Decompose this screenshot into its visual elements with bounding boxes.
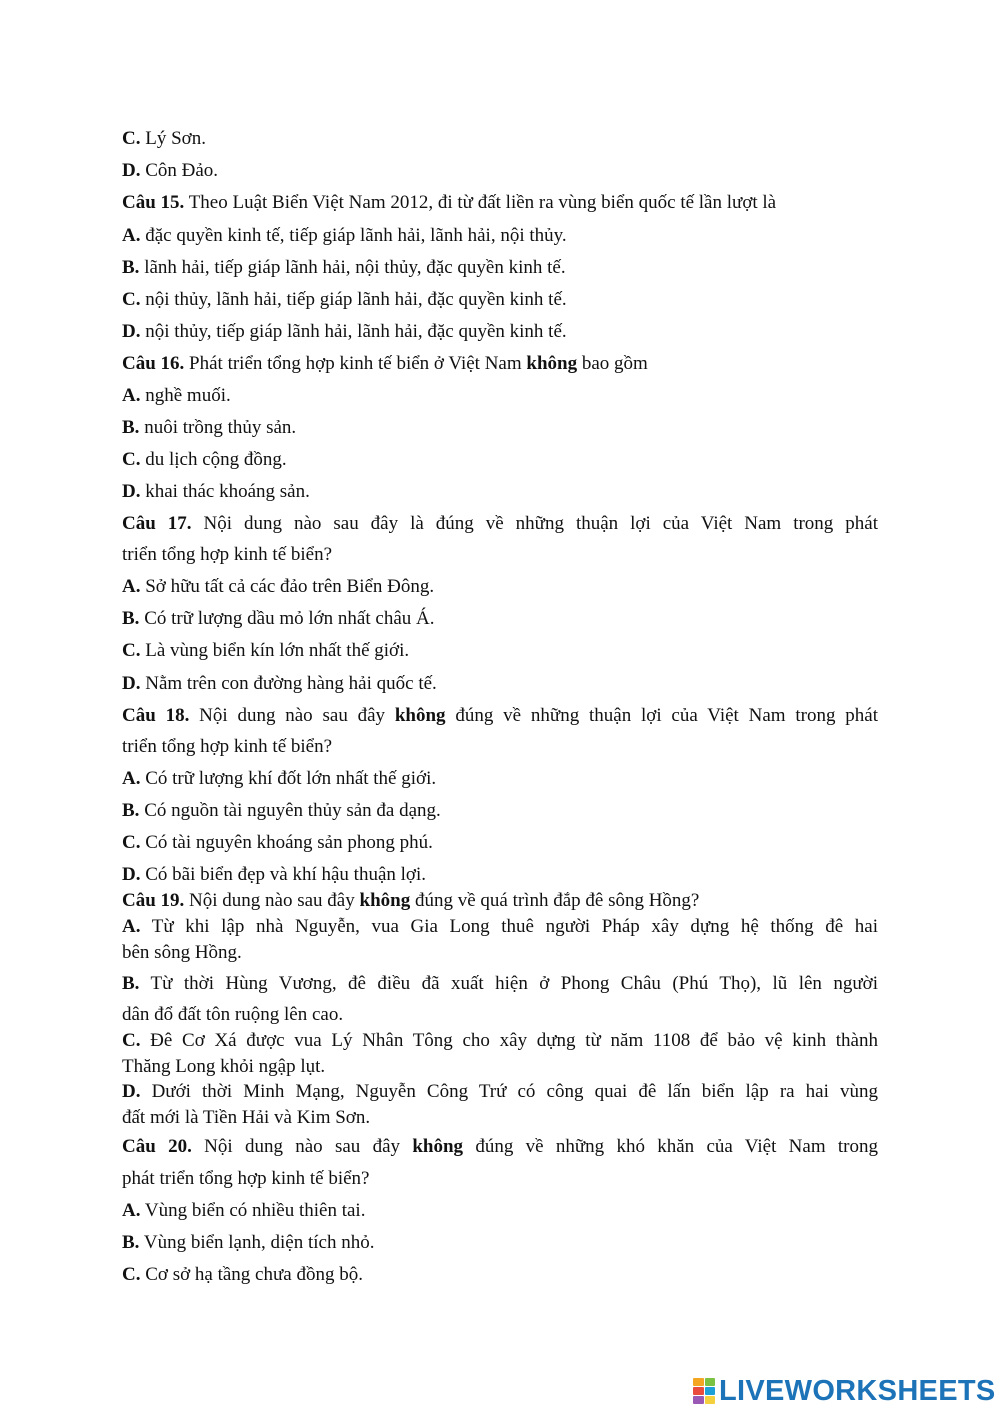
item-label: B. bbox=[122, 1232, 140, 1253]
item-text: Lý Sơn. bbox=[140, 128, 206, 149]
item-text: phát triển tổng hợp kinh tế biển? bbox=[122, 1168, 370, 1189]
item-label: C. bbox=[122, 640, 141, 661]
item-label: A. bbox=[122, 1200, 141, 1221]
item-text: Theo Luật Biển Việt Nam 2012, đi từ đất liền ra vùng biển quốc tế lần lượt là bbox=[184, 192, 777, 213]
answer-option bbox=[122, 799, 441, 823]
text-line bbox=[122, 941, 242, 965]
liveworksheets-logo bbox=[693, 1376, 996, 1406]
item-label: C. bbox=[122, 1264, 141, 1285]
item-text: lãnh hải, tiếp giáp lãnh hải, nội thủy, đặc quyền kinh tế. bbox=[139, 257, 566, 278]
item-label: B. bbox=[122, 973, 140, 994]
answer-option bbox=[122, 127, 206, 151]
item-label: D. bbox=[122, 864, 141, 885]
answer-option bbox=[122, 448, 287, 472]
text-line bbox=[122, 1055, 325, 1079]
answer-option bbox=[122, 831, 433, 855]
item-label: Câu 20. bbox=[122, 1136, 192, 1157]
item-label: D. bbox=[122, 673, 141, 694]
item-text-tail: đúng về những thuận lợi của Việt Nam trong phát bbox=[445, 705, 878, 726]
item-text: Có bãi biển đẹp và khí hậu thuận lợi. bbox=[140, 864, 426, 885]
item-text: Là vùng biển kín lớn nhất thế giới. bbox=[140, 640, 410, 661]
answer-option bbox=[122, 320, 567, 344]
item-text: Có tài nguyên khoáng sản phong phú. bbox=[140, 832, 433, 853]
liveworksheets-logo-icon bbox=[693, 1378, 715, 1404]
item-text: du lịch cộng đồng. bbox=[140, 449, 287, 470]
item-text: dân đổ đất tôn ruộng lên cao. bbox=[122, 1004, 344, 1025]
item-text: nội thủy, tiếp giáp lãnh hải, lãnh hải, đặc quyền kinh tế. bbox=[140, 321, 567, 342]
answer-option bbox=[122, 767, 436, 791]
emphasis-text: không bbox=[394, 705, 446, 726]
item-label: Câu 16. bbox=[122, 353, 185, 374]
item-label: C. bbox=[122, 1030, 141, 1051]
item-text: Sở hữu tất cả các đảo trên Biển Đông. bbox=[140, 576, 435, 597]
text-line bbox=[122, 1106, 370, 1130]
emphasis-text: không bbox=[359, 890, 411, 911]
item-text: Nội dung nào sau đây bbox=[189, 705, 395, 726]
item-text: Nội dung nào sau đây bbox=[184, 890, 360, 911]
item-label: Câu 18. bbox=[122, 705, 190, 726]
item-label: B. bbox=[122, 800, 140, 821]
item-label: C. bbox=[122, 832, 141, 853]
item-text: Có trữ lượng khí đốt lớn nhất thế giới. bbox=[140, 768, 437, 789]
answer-option bbox=[122, 1199, 365, 1223]
item-text: triển tổng hợp kinh tế biển? bbox=[122, 544, 333, 565]
item-label: D. bbox=[122, 481, 141, 502]
answer-option bbox=[122, 915, 878, 939]
answer-option bbox=[122, 256, 566, 280]
answer-option bbox=[122, 480, 310, 504]
text-line bbox=[122, 543, 332, 567]
item-label: Câu 17. bbox=[122, 513, 192, 534]
question-line bbox=[122, 704, 878, 728]
item-text: Nội dung nào sau đây là đúng về những thuận lợi của Việt Nam trong phát bbox=[191, 513, 878, 534]
item-label: C. bbox=[122, 289, 141, 310]
item-text: Côn Đảo. bbox=[140, 160, 219, 181]
emphasis-text: không bbox=[412, 1136, 464, 1157]
text-line bbox=[122, 1003, 343, 1027]
item-text-tail: đúng về những khó khăn của Việt Nam trong bbox=[463, 1136, 878, 1157]
emphasis-text: không bbox=[526, 353, 578, 374]
item-label: A. bbox=[122, 225, 141, 246]
item-text: đặc quyền kinh tế, tiếp giáp lãnh hải, lãnh hải, nội thủy. bbox=[140, 225, 567, 246]
item-text: Từ thời Hùng Vương, đê điều đã xuất hiện ở Phong Châu (Phú Thọ), lũ lên người bbox=[139, 973, 878, 994]
item-text: Cơ sở hạ tầng chưa đồng bộ. bbox=[140, 1264, 363, 1285]
item-label: Câu 15. bbox=[122, 192, 185, 213]
item-text: Nội dung nào sau đây bbox=[191, 1136, 413, 1157]
answer-option bbox=[122, 224, 567, 248]
question-line bbox=[122, 352, 648, 376]
item-text: Phát triển tổng hợp kinh tế biển ở Việt Nam bbox=[184, 353, 527, 374]
item-label: D. bbox=[122, 1081, 141, 1102]
answer-option bbox=[122, 1080, 878, 1104]
answer-option bbox=[122, 575, 434, 599]
question-line bbox=[122, 191, 776, 215]
item-label: B. bbox=[122, 608, 140, 629]
answer-option bbox=[122, 607, 434, 631]
item-text: Vùng biển có nhiều thiên tai. bbox=[140, 1200, 366, 1221]
item-label: A. bbox=[122, 768, 141, 789]
item-label: B. bbox=[122, 257, 140, 278]
answer-option bbox=[122, 159, 218, 183]
item-text: Dưới thời Minh Mạng, Nguyễn Công Trứ có công quai đê lấn biển lập ra hai vùng bbox=[140, 1081, 878, 1102]
item-label: C. bbox=[122, 449, 141, 470]
item-text: nội thủy, lãnh hải, tiếp giáp lãnh hải, đặc quyền kinh tế. bbox=[140, 289, 567, 310]
liveworksheets-logo-text: LIVEWORKSHEETS bbox=[719, 1375, 996, 1407]
item-label: A. bbox=[122, 576, 141, 597]
item-text: nghề muối. bbox=[140, 385, 231, 406]
question-line bbox=[122, 889, 699, 913]
item-text: Có trữ lượng dầu mỏ lớn nhất châu Á. bbox=[139, 608, 435, 629]
question-line bbox=[122, 1135, 878, 1159]
item-text: đất mới là Tiền Hải và Kim Sơn. bbox=[122, 1107, 371, 1128]
item-label: A. bbox=[122, 916, 141, 937]
answer-option bbox=[122, 672, 437, 696]
answer-option bbox=[122, 416, 296, 440]
answer-option bbox=[122, 384, 231, 408]
item-text: Thăng Long khỏi ngập lụt. bbox=[122, 1056, 326, 1077]
item-text: nuôi trồng thủy sản. bbox=[139, 417, 297, 438]
answer-option bbox=[122, 639, 409, 663]
item-label: D. bbox=[122, 160, 141, 181]
answer-option bbox=[122, 972, 878, 996]
item-label: D. bbox=[122, 321, 141, 342]
item-text: Từ khi lập nhà Nguyễn, vua Gia Long thuê người Pháp xây dựng hệ thống đê hai bbox=[140, 916, 878, 937]
item-label: C. bbox=[122, 128, 141, 149]
item-text-tail: bao gồm bbox=[577, 353, 648, 374]
item-text: khai thác khoáng sản. bbox=[140, 481, 310, 502]
item-text: Có nguồn tài nguyên thủy sản đa dạng. bbox=[139, 800, 441, 821]
text-line bbox=[122, 735, 332, 759]
answer-option bbox=[122, 1231, 374, 1255]
answer-option bbox=[122, 1263, 363, 1287]
question-line bbox=[122, 512, 878, 536]
item-text: Nằm trên con đường hàng hải quốc tế. bbox=[140, 673, 437, 694]
item-label: B. bbox=[122, 417, 140, 438]
item-text: triển tổng hợp kinh tế biển? bbox=[122, 736, 333, 757]
item-text: Đê Cơ Xá được vua Lý Nhân Tông cho xây dựng từ năm 1108 để bảo vệ kinh thành bbox=[140, 1030, 878, 1051]
item-text-tail: đúng về quá trình đắp đê sông Hồng? bbox=[410, 890, 700, 911]
item-label: Câu 19. bbox=[122, 890, 185, 911]
item-text: Vùng biển lạnh, diện tích nhỏ. bbox=[139, 1232, 375, 1253]
answer-option bbox=[122, 1029, 878, 1053]
item-text: bên sông Hồng. bbox=[122, 942, 242, 963]
item-label: A. bbox=[122, 385, 141, 406]
answer-option bbox=[122, 863, 426, 887]
answer-option bbox=[122, 288, 567, 312]
text-line bbox=[122, 1167, 370, 1191]
